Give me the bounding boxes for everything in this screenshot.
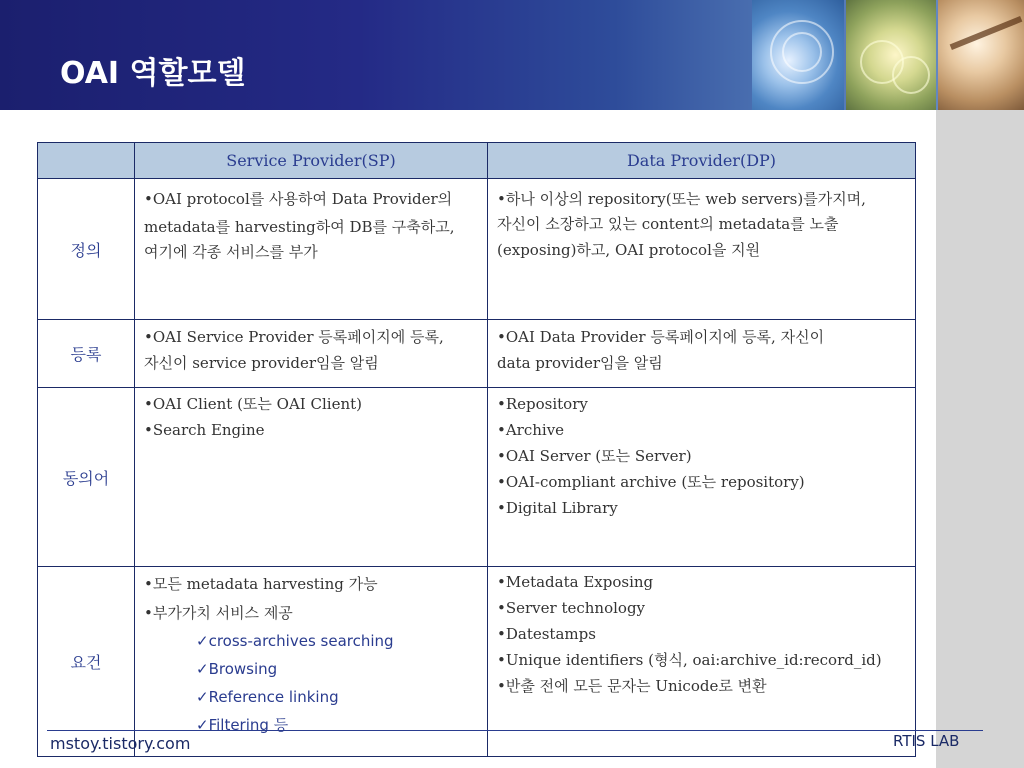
footer-lab-name: RTIS LAB: [893, 732, 960, 750]
list-item: metadata를 harvesting하여 DB를 구축하고,: [144, 218, 455, 236]
list-item: •OAI protocol를 사용하여 Data Provider의: [144, 190, 453, 208]
header-service-provider: Service Provider(SP): [135, 143, 488, 179]
list-item: •Digital Library: [497, 499, 618, 517]
row-label-definition: 정의: [38, 179, 135, 320]
header-data-provider: Data Provider(DP): [488, 143, 916, 179]
table-row: [38, 388, 916, 567]
list-item: •OAI Data Provider 등록페이지에 등록, 자신이: [497, 328, 825, 346]
list-item: •부가가치 서비스 제공: [144, 604, 293, 622]
check-icon: ✓: [196, 716, 209, 734]
dp-synonym-cell: [488, 388, 916, 567]
table-header-row: [38, 143, 916, 179]
header-blank: [38, 143, 135, 179]
dp-registration-cell: [488, 320, 916, 388]
sub-item-cross-archives: ✓cross-archives searching: [196, 632, 394, 650]
header-photo-coins: [846, 0, 936, 110]
list-item: 자신이 service provider임을 알림: [144, 354, 379, 372]
sub-item-reference-linking: ✓Reference linking: [196, 688, 339, 706]
list-item: 여기에 각종 서비스를 부가: [144, 243, 318, 261]
slide-header: [0, 0, 1024, 110]
check-icon: ✓: [196, 660, 209, 678]
list-item: •Metadata Exposing: [497, 573, 654, 591]
row-label-registration: 등록: [38, 320, 135, 388]
list-item: •반출 전에 모든 문자는 Unicode로 변환: [497, 677, 767, 695]
row-label-synonym: 동의어: [38, 388, 135, 567]
dp-requirements-cell: [488, 567, 916, 757]
list-item: •OAI-compliant archive (또는 repository): [497, 473, 805, 491]
table-row: [38, 567, 916, 757]
sub-item-filtering: ✓Filtering 등: [196, 716, 289, 734]
list-item: data provider임을 알림: [497, 354, 663, 372]
check-icon: ✓: [196, 688, 209, 706]
sp-registration-cell: [135, 320, 488, 388]
row-label-requirements: 요건: [38, 567, 135, 757]
list-item: •하나 이상의 repository(또는 web servers)를가지며,: [497, 190, 866, 208]
footer-divider: [47, 730, 983, 731]
sp-requirements-cell: [135, 567, 488, 757]
right-side-bar: [936, 110, 1024, 768]
header-photo-clock: [752, 0, 844, 110]
footer-site-url: mstoy.tistory.com: [50, 734, 191, 753]
list-item: 자신이 소장하고 있는 content의 metadata를 노출: [497, 215, 839, 233]
list-item: •Repository: [497, 395, 588, 413]
list-item: (exposing)하고, OAI protocol을 지원: [497, 241, 761, 259]
list-item: •Unique identifiers (형식, oai:archive_id:record_id): [497, 651, 882, 669]
list-item: •Server technology: [497, 599, 646, 617]
check-icon: ✓: [196, 632, 209, 650]
list-item: •OAI Server (또는 Server): [497, 447, 692, 465]
table-row: [38, 179, 916, 320]
table-row: [38, 320, 916, 388]
sub-item-browsing: ✓Browsing: [196, 660, 278, 678]
oai-role-table: [37, 142, 916, 757]
list-item: •OAI Service Provider 등록페이지에 등록,: [144, 328, 444, 346]
header-photo-pen: [938, 0, 1024, 110]
list-item: •모든 metadata harvesting 가능: [144, 575, 378, 593]
dp-definition-cell: [488, 179, 916, 320]
list-item: •OAI Client (또는 OAI Client): [144, 395, 362, 413]
sp-synonym-cell: [135, 388, 488, 567]
slide-title: OAI 역할모델: [60, 56, 246, 91]
list-item: •Datestamps: [497, 625, 596, 643]
list-item: •Archive: [497, 421, 565, 439]
list-item: •Search Engine: [144, 421, 265, 439]
sp-definition-cell: [135, 179, 488, 320]
